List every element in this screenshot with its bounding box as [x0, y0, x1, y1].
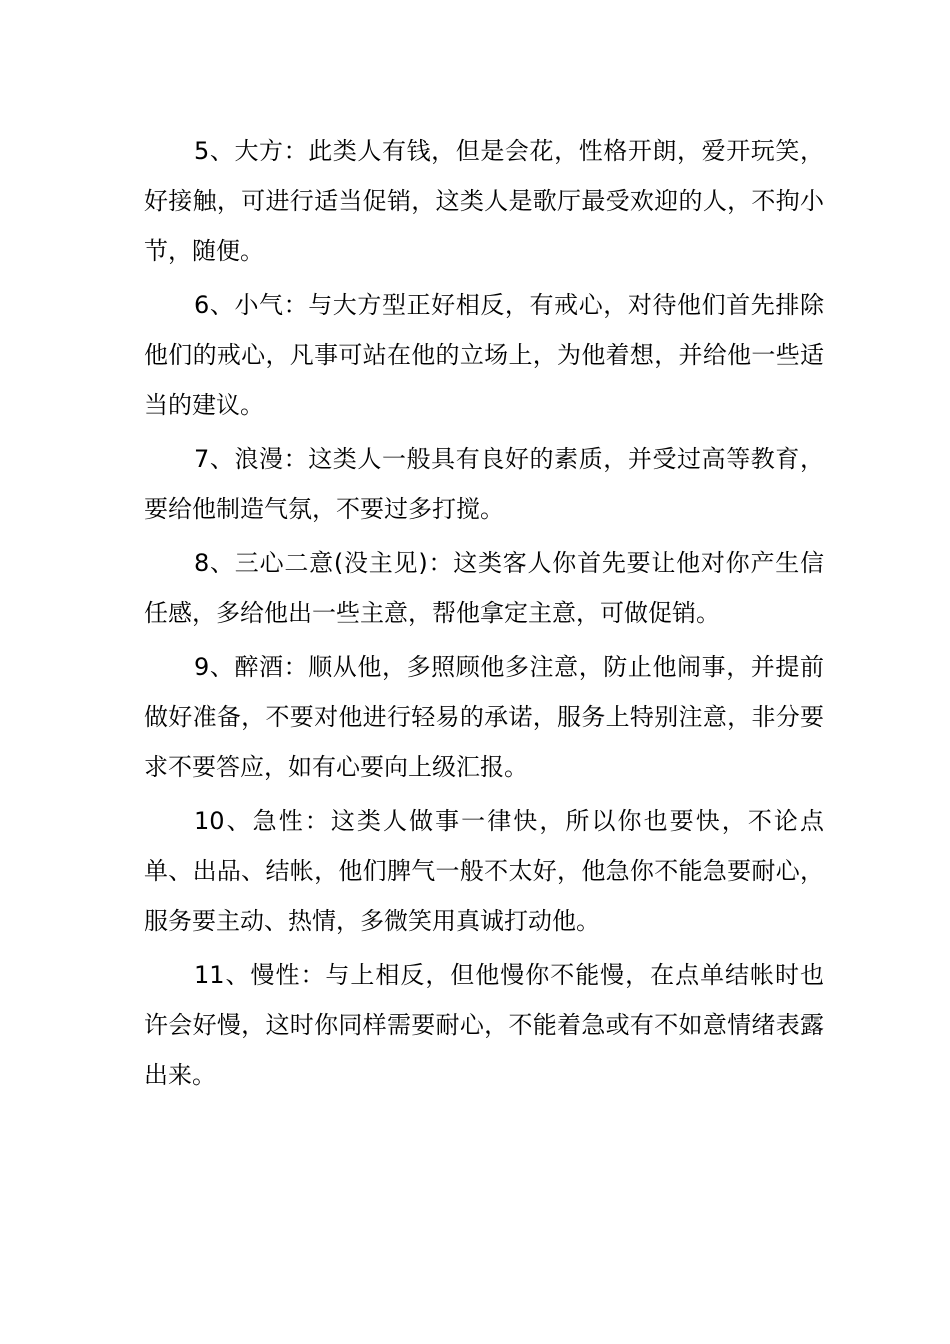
document-body: [144, 126, 824, 1104]
paragraph-item-6: 6、小气：与大方型正好相反，有戒心，对待他们首先排除他们的戒心，凡事可站在他的立场上，为他着想，并给他一些适当的建议。: [144, 291, 824, 419]
paragraph-item-8: 8、三心二意(没主见)：这类客人你首先要让他对你产生信任感，多给他出一些主意，帮他拿定主意，可做促销。: [144, 549, 824, 627]
paragraph-item-10: 10、急性：这类人做事一律快，所以你也要快，不论点单、出品、结帐，他们脾气一般不太好，他急你不能急要耐心，服务要主动、热情，多微笑用真诚打动他。: [144, 807, 824, 935]
paragraph-item-9: 9、醉酒：顺从他，多照顾他多注意，防止他闹事，并提前做好准备，不要对他进行轻易的承诺，服务上特别注意，非分要求不要答应，如有心要向上级汇报。: [144, 653, 824, 781]
paragraph-item-5: 5、大方：此类人有钱，但是会花，性格开朗，爱开玩笑，好接触，可进行适当促销，这类人是歌厅最受欢迎的人，不拘小节，随便。: [144, 137, 824, 265]
paragraph-item-11: 11、慢性：与上相反，但他慢你不能慢，在点单结帐时也许会好慢，这时你同样需要耐心，不能着急或有不如意情绪表露出来。: [144, 961, 824, 1089]
paragraph-item-7: 7、浪漫：这类人一般具有良好的素质，并受过高等教育，要给他制造气氛，不要过多打搅。: [144, 445, 824, 523]
